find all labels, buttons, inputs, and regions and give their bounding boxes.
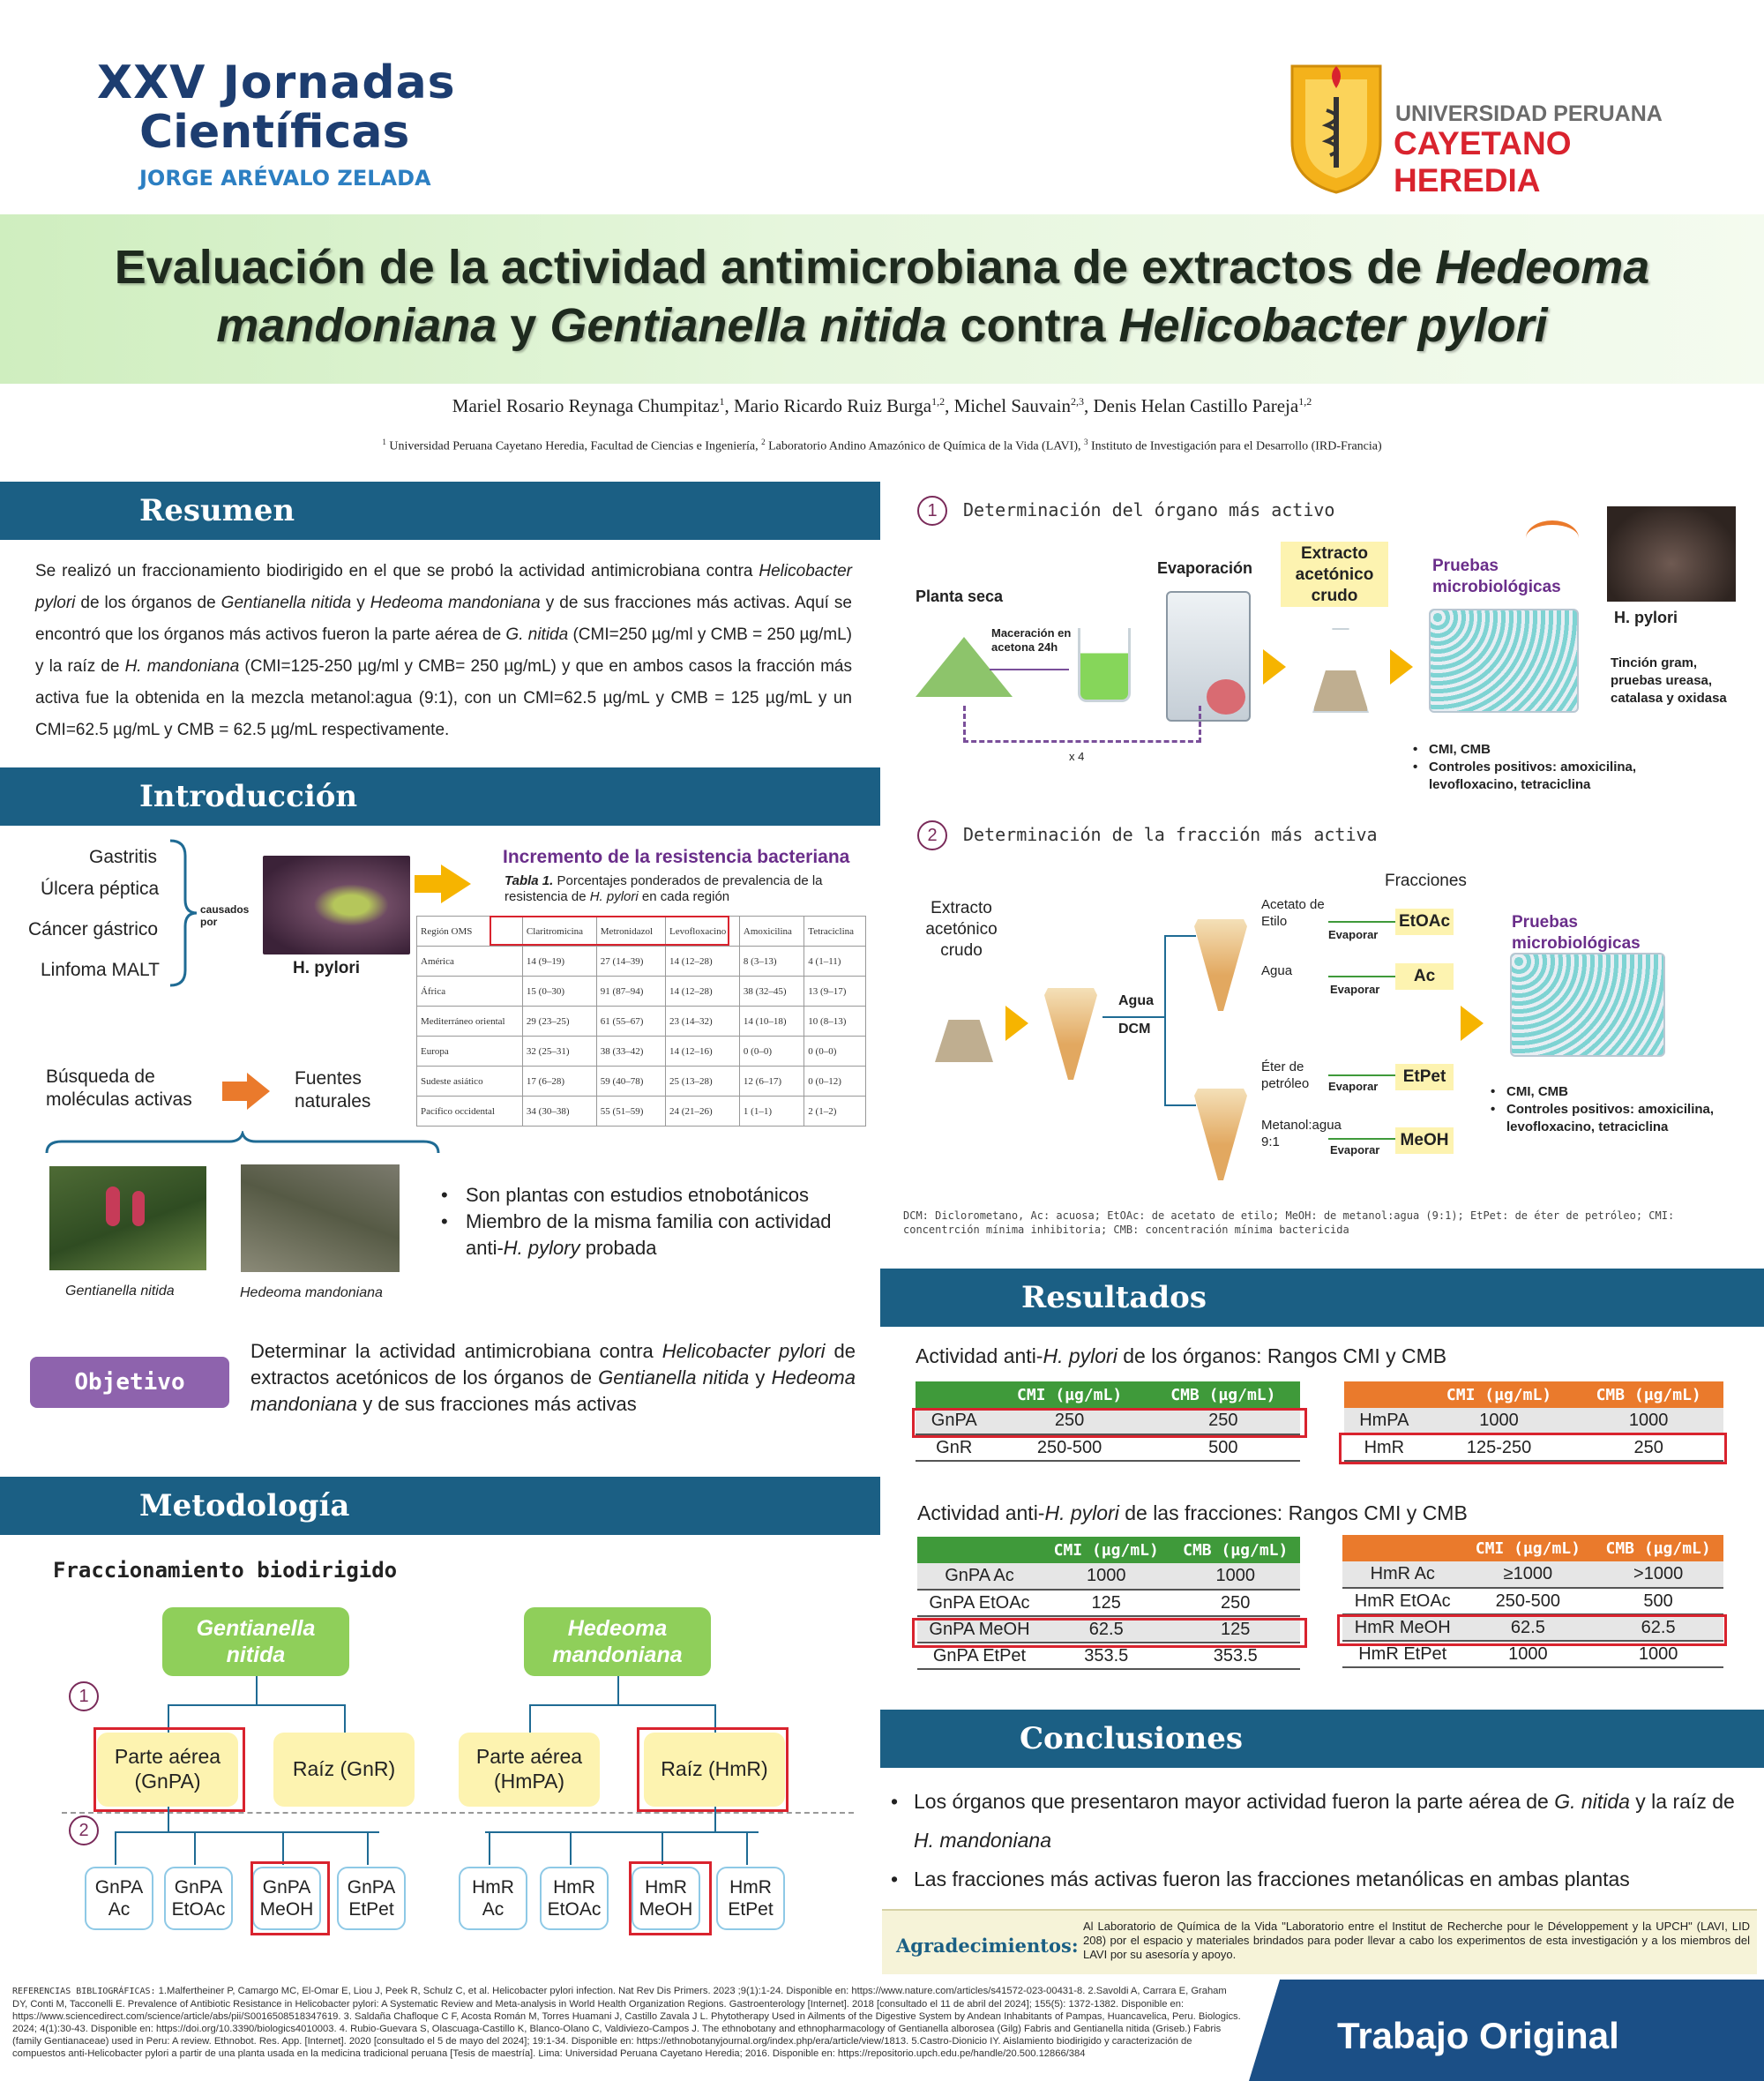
table-cell: 12 (6–17) [739, 1067, 804, 1097]
table-header-row [916, 1381, 1300, 1408]
abbreviations-legend: DCM: Diclorometano, Ac: acuosa; EtOAc: de acetato de etilo; MeOH: de metanol:agua (9:1); EtPet: de éter de petróleo; CMI: concentrción mínima inhibitoria; CMB: concentración mínima bactericida [903, 1209, 1675, 1236]
fractions-table-gn [917, 1537, 1300, 1670]
acknowledgements-text: Al Laboratorio de Química de la Vida "Laboratorio entre el Institut de Recherche pour le Développement y la UPCH" (LAVI, LID 208) por el espacio y materiales brindados para poder llevar a cabo los experimentos de esta investigación y a los miembros del LAVI por su asesoría y apoyo. [1083, 1920, 1750, 1961]
table-cell: Pacífico occidental [417, 1097, 523, 1127]
tree-line [168, 1704, 344, 1706]
table-header-cell: Tetraciclina [804, 917, 866, 947]
table1-caption: Tabla 1. Porcentajes ponderados de prevalencia de la resistencia de H. pylori en cada región [505, 873, 823, 904]
table-header-row [917, 1537, 1300, 1563]
x4-label: x 4 [1069, 750, 1085, 763]
tree-line [1164, 935, 1196, 937]
arrow-line [990, 669, 1069, 670]
method-subtitle: Fraccionamiento biodirigido [53, 1558, 398, 1583]
table-cell: 250-500 [1495, 1591, 1561, 1611]
tree-line [489, 1831, 490, 1865]
dcm-label: DCM [1118, 1022, 1151, 1037]
table-cell: 34 (30–38) [522, 1097, 596, 1127]
table-cell: 55 (51–59) [596, 1097, 665, 1127]
table-cell: GnPA EtPet [932, 1645, 1027, 1666]
tree-line [485, 1831, 759, 1833]
caused-by-label: causados por [200, 903, 250, 928]
table-header-cell: CMB (µg/mL) [1605, 1538, 1711, 1558]
intro-bullets: • Son plantas con estudios etnobotánicos • Miembro de la misma familia con actividad anti-H. pylory probada [441, 1182, 864, 1261]
agua-label: Agua [1118, 993, 1154, 1008]
h-pylori-caption: H. pylori [293, 959, 361, 977]
table-cell: 14 (9–19) [522, 947, 596, 977]
plant2-caption: Hedeoma mandoniana [240, 1285, 383, 1300]
fraction-tag-ac: Ac [1395, 963, 1454, 990]
disease-item: Gastritis [89, 847, 158, 867]
table-header-cell [1342, 1535, 1462, 1561]
maceration-label: Maceración en acetona 24h [991, 626, 1072, 654]
curved-arrow-icon [1526, 520, 1579, 556]
orange-arrow-icon [247, 1073, 270, 1110]
table-cell: GnPA [931, 1411, 977, 1430]
table-cell: 125-250 [1466, 1437, 1532, 1457]
fraction-node: GnPA Ac [85, 1867, 153, 1930]
tree-line [1102, 1016, 1164, 1018]
hp-culture-caption: H. pylori [1614, 609, 1678, 626]
table-header-cell: CMB (µg/mL) [1170, 1385, 1276, 1404]
tree-line [529, 1704, 531, 1733]
table-cell: 1 (1–1) [739, 1097, 804, 1127]
arrow-icon [415, 875, 443, 893]
table-cell: ≥1000 [1503, 1564, 1553, 1583]
pruebas2-label: Pruebas microbiológicas [1512, 913, 1641, 953]
tree-line [1164, 935, 1166, 1106]
highlight-box [912, 1408, 1307, 1438]
sep-funnel-icon [1194, 870, 1247, 1011]
table-cell: 14 (12–28) [666, 947, 740, 977]
sources-label: Fuentes naturales [295, 1068, 371, 1112]
rotavapor-flask-icon [1207, 679, 1245, 715]
flask-icon [935, 977, 993, 1062]
arrow-icon [441, 865, 471, 903]
table-cell: 91 (87–94) [596, 977, 665, 1007]
table-cell: 62.5 [1641, 1617, 1676, 1637]
table-cell: 1000 [1628, 1411, 1669, 1430]
highlight-box [1339, 1433, 1727, 1464]
disease-item: Linfoma MALT [41, 960, 160, 980]
table-cell: HmR EtOAc [1354, 1591, 1451, 1611]
metanol-label: Metanol:agua 9:1 [1261, 1118, 1342, 1149]
table-cell: 13 (9–17) [804, 977, 866, 1007]
table-cell: HmR EtPet [1358, 1643, 1447, 1664]
table-cell: 17 (6–28) [522, 1067, 596, 1097]
flask-icon [1312, 628, 1369, 713]
extract2-label: Extracto acetónico crudo [925, 899, 998, 960]
table-cell: América [417, 947, 523, 977]
step2-title: Determinación de la fracción más activa [963, 824, 1378, 845]
table-row [417, 947, 866, 977]
highlight-box [490, 916, 729, 946]
section-metodologia-header: Metodología [0, 1477, 880, 1535]
planta-seca-label: Planta seca [916, 588, 1004, 605]
table-cell: HmR MeOH [1354, 1617, 1451, 1637]
tree-line [662, 1831, 663, 1865]
tree-line [115, 1831, 116, 1865]
evaporation-label: Evaporación [1157, 559, 1253, 577]
poster-title: Evaluación de la actividad antimicrobiana de extractos de Hedeoma mandoniana y Gentianella nitida contra Helicobacter pylori [114, 241, 1650, 352]
table-cell: GnPA MeOH [929, 1619, 1030, 1639]
table-cell: 61 (55–67) [596, 1007, 665, 1037]
resistance-table [416, 916, 866, 1127]
evaporar-label: Evaporar [1328, 928, 1379, 941]
section-conclusiones-header: Conclusiones [880, 1710, 1764, 1768]
tree-line [529, 1704, 714, 1706]
university-logo [1288, 62, 1693, 198]
sep-funnel-icon [1194, 1039, 1247, 1180]
arrow-line [1328, 1138, 1395, 1140]
table-header-cell: CMI (µg/mL) [1053, 1540, 1159, 1560]
highlight-box [250, 1861, 330, 1935]
table-cell: 32 (25–31) [522, 1037, 596, 1067]
dashed-return-line [963, 706, 1201, 743]
table-cell: 250 [1054, 1411, 1085, 1430]
h-pylori-image [263, 856, 410, 954]
tree-line [1164, 1104, 1196, 1106]
table-cell: 0 (0–0) [804, 1037, 866, 1067]
table-header-cell: Amoxicilina [739, 917, 804, 947]
table-cell: 29 (23–25) [522, 1007, 596, 1037]
tincion-text: Tinción gram, pruebas ureasa, catalasa y oxidasa [1611, 655, 1727, 706]
table-header-cell: Región OMS [417, 917, 523, 947]
table-cell: Sudeste asiático [417, 1067, 523, 1097]
table-header-cell: CMI (µg/mL) [1475, 1538, 1581, 1558]
references: REFERENCIAS BIBLIOGRÁFICAS: 1.Malfertheiner P, Camargo MC, El-Omar E, Liou J, Peek R, Schulz C, et al. Helicobacter pylori infection. Nat Rev Dis Primers. 2023 ;9(1):1-24. Disponible en: https://www.nature.com/articles/s41572-023-00431-8. 2.Savoldi A, Carrara E, Graham DY, Conti M, Tacconelli E. Prevalence of Antibiotic Resistance in Helicobacter pylori: A Systematic Review and Meta-analysis in World Health Organization Regions. Gastroenterology [Internet]. 2018 [consultado el 11 de abril del 2024]; 155(5): 1372-1382. Disponible en: https://www.sciencedirect.com/science/article/abs/pii/S0016508518347619. 3. Saldaña Chafloque C F, Acosta Román M, Torres Huamani J, Castillo Zavala J L. Phytotherapy Used in Ailments of the Digestive System by Andean Inhabitants of Pampas, Huancavelica, Peru. Biologics. 2024; 4(1):30-43. Disponible en: https://doi.org/10.3390/biologics4010003. 4. Rubio-Guevara S, Olascuaga-Castillo K, Blanco-Olano C, Valdiviezo-Campos J. The ethnobotany and ethnopharmacology of Gentianella alborosea (Gilg) Fabris and Gentianella nitida (Griseb.) Fabris (family Gentianaceae) used in Peru: A review. Ethnobot. Res. App. [Internet]. 2020 [consultado el 5 de mayo del 2024]; 19:1-34. Disponible en: https://ethnobotanyjournal.org/index.php/era/article/view/1813. 5.Castro-Dionicio IY. Aislamiento biodirigido y caracterización de compuestos anti-Helicobacter pylori a partir de una planta usada en la medicina tradicional peruana [Tesis de maestría]. Lima: Universidad Peruana Cayetano Heredia; 2016. Disponible en: https://repositorio.upch.edu.pe/handle/20.500.12866/384 [12, 1986, 1241, 2059]
step2-bullets: • CMI, CMB • Controles positivos: amoxicilina, levofloxacino, tetraciclina [1491, 1084, 1715, 1134]
step-number-badge: 2 [69, 1815, 99, 1845]
table-header-cell: CMB (µg/mL) [1183, 1540, 1289, 1560]
acknowledgements-title: Agradecimientos: [896, 1935, 1079, 1957]
arrow-icon [1263, 649, 1286, 685]
table-cell: 62.5 [1088, 1619, 1124, 1639]
table-cell: 250 [1208, 1411, 1238, 1430]
table-cell: 1000 [1638, 1643, 1678, 1664]
hmpa-node: Parte aérea (HmPA) [459, 1733, 600, 1807]
table-header-cell: Metronidazol [596, 917, 665, 947]
table-cell: 27 (14–39) [596, 947, 665, 977]
table-cell: >1000 [1633, 1564, 1684, 1583]
table-cell: HmR Ac [1370, 1564, 1435, 1583]
table-row [417, 1037, 866, 1067]
bullet-text: Miembro de la misma familia con actividad anti-H. pylory probada [466, 1210, 832, 1259]
search-label: Búsqueda de moléculas activas [46, 1067, 192, 1110]
table-row [417, 977, 866, 1007]
table-cell: 500 [1643, 1591, 1673, 1611]
arrow-line [1328, 976, 1395, 977]
tree-line [115, 1831, 379, 1833]
results-heading-fractions: Actividad anti-H. pylori de las fracciones: Rangos CMI y CMB [917, 1501, 1468, 1524]
step1-bullets: • CMI, CMB • Controles positivos: amoxicilina, levofloxacino, tetraciclina [1413, 742, 1637, 792]
section-introduccion-header: Introducción [0, 767, 880, 826]
highlight-box [637, 1727, 789, 1812]
gentianella-photo [49, 1166, 206, 1270]
table-cell: 15 (0–30) [522, 977, 596, 1007]
table-cell: HmPA [1359, 1411, 1409, 1430]
table-cell: 1000 [1215, 1566, 1255, 1585]
table-cell: 1000 [1508, 1643, 1548, 1664]
eter-label: Éter de petróleo [1261, 1059, 1310, 1091]
table-cell: 2 (1–2) [804, 1097, 866, 1127]
table-cell: 250 [1221, 1592, 1251, 1613]
table-cell: 125 [1091, 1592, 1121, 1613]
hedeoma-node: Hedeoma mandoniana [524, 1607, 711, 1676]
arrow-line [1328, 921, 1395, 923]
table-row [1342, 1561, 1723, 1588]
highlight-box [93, 1727, 245, 1812]
conclusion-item: Los órganos que presentaron mayor actividad fueron la parte aérea de G. nitida y la raíz de H. mandoniana [914, 1790, 1735, 1852]
tree-line [168, 1807, 169, 1833]
table-row [917, 1563, 1300, 1590]
gentianella-photo-flower [106, 1186, 120, 1226]
tree-line [367, 1831, 369, 1865]
table-cell: 1000 [1479, 1411, 1519, 1430]
university-name-line1: UNIVERSIDAD PERUANA [1395, 101, 1663, 126]
highlight-box [1337, 1614, 1727, 1646]
results-heading-organs: Actividad anti-H. pylori de los órganos: Rangos CMI y CMB [916, 1344, 1447, 1367]
microplate-icon [1510, 953, 1665, 1057]
event-logo [97, 56, 467, 191]
fraction-node: HmR MeOH [632, 1867, 700, 1930]
table-cell: GnPA EtOAc [929, 1592, 1030, 1613]
table-row [417, 1097, 866, 1127]
evaporar-label: Evaporar [1330, 1143, 1380, 1157]
disease-item: Úlcera péptica [41, 879, 160, 899]
fractions-table-hm [1342, 1535, 1723, 1668]
brace-icon [166, 838, 201, 988]
disease-item: Cáncer gástrico [28, 919, 159, 939]
highlight-box [912, 1618, 1307, 1648]
table-cell: 125 [1221, 1619, 1251, 1639]
table-cell: 38 (33–42) [596, 1037, 665, 1067]
beaker-icon [1078, 628, 1131, 702]
step-number-badge: 2 [917, 820, 947, 850]
event-title-line2: Científicas [139, 106, 410, 159]
table-header-cell: CMI (µg/mL) [1446, 1385, 1552, 1404]
table-cell: GnR [936, 1437, 973, 1457]
table-cell: 25 (13–28) [666, 1067, 740, 1097]
fraction-node: GnPA EtPet [337, 1867, 406, 1930]
fraction-node: HmR EtPet [716, 1867, 785, 1930]
table-cell: 24 (21–26) [666, 1097, 740, 1127]
table-cell: 14 (12–28) [666, 977, 740, 1007]
table-cell: 62.5 [1510, 1617, 1545, 1637]
section-resultados-header: Resultados [880, 1269, 1764, 1327]
table-cell: 38 (32–45) [739, 977, 804, 1007]
authors: Mariel Rosario Reynaga Chumpitaz$^1$, Mario Ricardo Ruiz Burga$^{1,2}$, Michel Sauvain$^{2,3}$, Denis Helan Castillo Pareja$^{1,2}$ [452, 395, 1312, 416]
fraction-tag-etoac: EtOAc [1395, 909, 1454, 935]
fracciones-label: Fracciones [1385, 872, 1467, 890]
table-cell: 250 [1633, 1437, 1663, 1457]
gnr-node: Raíz (GnR) [273, 1733, 415, 1807]
table-cell: Mediterráneo oriental [417, 1007, 523, 1037]
conclusion-item: Las fracciones más activas fueron las fracciones metanólicas en ambas plantas [914, 1868, 1630, 1890]
table-header-row [1342, 1535, 1723, 1561]
step-number-badge: 1 [917, 496, 947, 526]
table-cell: 353.5 [1213, 1645, 1258, 1666]
extract-label: Extracto acetónico crudo [1281, 542, 1388, 607]
table-row [916, 1434, 1300, 1461]
step1-title: Determinación del órgano más activo [963, 499, 1335, 520]
sep-funnel-icon [1044, 939, 1097, 1080]
bullet-text: Son plantas con estudios etnobotánicos [466, 1184, 809, 1206]
section-resumen-header: Resumen [0, 482, 880, 540]
tree-line [570, 1831, 572, 1865]
table-cell: 14 (10–18) [739, 1007, 804, 1037]
gnpa-node: Parte aérea (GnPA) [97, 1733, 238, 1807]
table-cell: GnPA Ac [945, 1566, 1014, 1585]
objetivo-text: Determinar la actividad antimicrobiana contra Helicobacter pylori de extractos acetónicos de los órganos de Gentianella nitida y Hedeoma mandoniana y de sus fracciones más activas [250, 1340, 856, 1415]
resistance-title: Incremento de la resistencia bacteriana [503, 847, 850, 867]
arrow-icon [1390, 649, 1413, 685]
table-header-row [1344, 1381, 1723, 1408]
hp-culture-photo [1607, 506, 1736, 602]
footer-label: Trabajo Original [1337, 2015, 1619, 2056]
table-row [417, 1007, 866, 1037]
pruebas-label: Pruebas microbiológicas [1432, 557, 1561, 596]
fraction-node: HmR Ac [459, 1867, 527, 1930]
orange-arrow-icon [222, 1082, 249, 1101]
university-name-line2: CAYETANO HEREDIA [1394, 125, 1572, 198]
tree-line [256, 1676, 258, 1706]
fraction-tag-meoh: MeOH [1395, 1127, 1454, 1154]
table-row [1344, 1408, 1723, 1434]
table-header-cell: Levofloxacino [666, 917, 740, 947]
dashed-separator [62, 1812, 854, 1814]
tree-line [344, 1704, 346, 1733]
evaporar-label: Evaporar [1330, 983, 1380, 996]
arrow-line [1328, 1074, 1395, 1076]
arrow-icon [1461, 1006, 1484, 1041]
table-cell: 23 (14–32) [666, 1007, 740, 1037]
table-cell: 59 (40–78) [596, 1067, 665, 1097]
conclusions-list: • Los órganos que presentaron mayor actividad fueron la parte aérea de G. nitida y la raíz de H. mandoniana • Las fracciones más activas fueron las fracciones metanólicas en ambas plantas [891, 1782, 1738, 1898]
table-cell: 0 (0–0) [739, 1037, 804, 1067]
tree-line [746, 1831, 748, 1865]
step-number-badge: 1 [69, 1681, 99, 1711]
university-seal-icon [1288, 62, 1385, 194]
event-title-line1: XXV Jornadas [97, 56, 456, 109]
table-cell: 500 [1208, 1437, 1238, 1457]
fraction-node: GnPA MeOH [252, 1867, 321, 1930]
tree-line [617, 1676, 619, 1706]
tree-line [194, 1831, 196, 1865]
fraction-node: HmR EtOAc [540, 1867, 609, 1930]
table-row [417, 1067, 866, 1097]
table-header-cell [1344, 1381, 1424, 1408]
table-cell: HmR [1364, 1437, 1405, 1457]
table-header-cell: CMI (µg/mL) [1016, 1385, 1123, 1404]
table-cell: 1000 [1086, 1566, 1126, 1585]
table-cell: 8 (3–13) [739, 947, 804, 977]
table-header-cell: Claritromicina [522, 917, 596, 947]
tree-line [282, 1831, 284, 1865]
table-cell: 353.5 [1084, 1645, 1129, 1666]
table-cell: 250-500 [1036, 1437, 1102, 1457]
tree-line [714, 1807, 716, 1833]
table-header-cell [916, 1381, 992, 1408]
fraction-node: GnPA EtOAc [164, 1867, 233, 1930]
table-cell: 4 (1–11) [804, 947, 866, 977]
plant1-caption: Gentianella nitida [65, 1284, 175, 1299]
agua2-label: Agua [1261, 963, 1293, 978]
gentianella-photo-flower [132, 1191, 145, 1226]
resumen-text: Se realizó un fraccionamiento biodirigido en el que se probó la actividad antimicrobiana contra Helicobacter pylori de los órganos de Gentianella nitida y Hedeoma mandoniana y de sus fracciones más activas. Aquí se encontró que los órganos más activos fueron la parte aérea de G. nitida (CMI=250 µg/ml y CMB = 250 µg/mL) y la raíz de H. mandoniana (CMI=125-250 µg/ml y CMB= 250 µg/mL) y que en ambos casos la fracción más activa fue la obtenida en la mezcla metanol:agua (9:1), con un CMI=62.5 µg/mL y CMB = 125 µg/mL y un CMI=62.5 µg/mL y CMB = 62.5 µg/mL respectivamente. [35, 562, 853, 739]
objetivo-badge: Objetivo [30, 1357, 229, 1408]
table-cell: 0 (0–12) [804, 1067, 866, 1097]
table-cell: 10 (8–13) [804, 1007, 866, 1037]
arrow-icon [1005, 1006, 1028, 1041]
table-cell: África [417, 977, 523, 1007]
fraction-tag-etpet: EtPet [1395, 1064, 1454, 1090]
brace-icon [44, 1131, 441, 1157]
event-subtitle: JORGE ARÉVALO ZELADA [139, 166, 431, 191]
affiliations: $^1$ Universidad Peruana Cayetano Heredia, Facultad de Ciencias e Ingeniería, $^2$ Laboratorio Andino Amazónico de Química de la Vida (LAVI), $^3$ Instituto de Investigación para el Desarrollo (IRD-Francia) [382, 438, 1382, 453]
table-cell: Europa [417, 1037, 523, 1067]
microplate-icon [1429, 609, 1579, 713]
hedeoma-photo [241, 1164, 400, 1272]
table-cell: 14 (12–16) [666, 1037, 740, 1067]
table-header-cell [917, 1537, 1042, 1563]
hmr-node: Raíz (HmR) [644, 1733, 785, 1807]
acetato-label: Acetato de Etilo [1261, 897, 1325, 929]
highlight-box [629, 1861, 712, 1935]
gentianella-node: Gentianella nitida [162, 1607, 349, 1676]
table-row [917, 1590, 1300, 1616]
table-header-cell: CMB (µg/mL) [1596, 1385, 1701, 1404]
evaporar-label: Evaporar [1328, 1080, 1379, 1093]
table-row [1342, 1588, 1723, 1614]
